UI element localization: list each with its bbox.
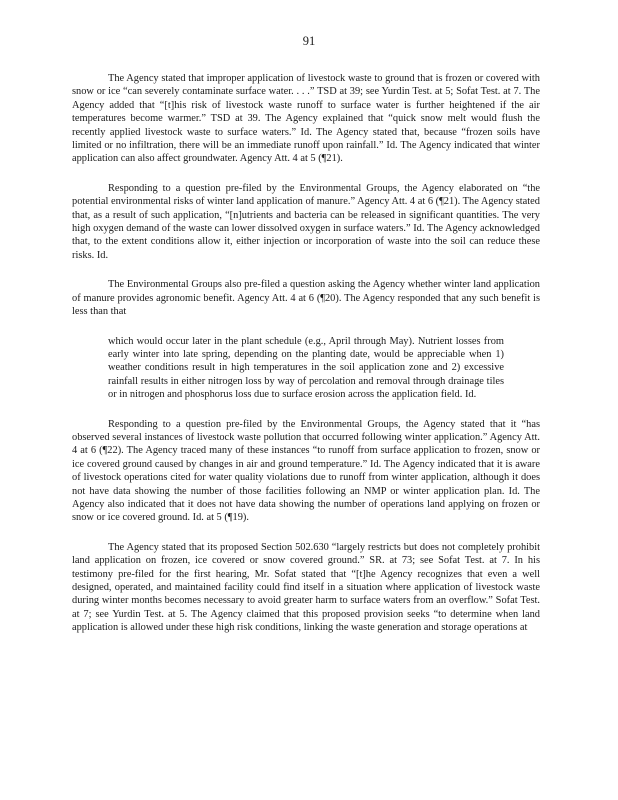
paragraph-section-502-630: The Agency stated that its proposed Section 502.630 “largely restricts but does not completely prohibit land application on frozen, ice covered or snow covered ground.” SR. at 73; see Sofat Test. at 7. In his testimony pre-filed for the first hearing, Mr. Sofat stated that “[t]he Agency recognizes that even a well designed, operated, and maintained facility could find itself in a situation where application of livestock waste during winter months becomes necessary to avoid greater harm to surface waters from an overflow.” Sofat Test. at 7; see Yurdin Test. at 5. The Agency claimed that this proposed provision seeks “to determine when land application is allowed under these high risk conditions, linking the waste generation and storage operations at — [72, 541, 540, 634]
page-number: 91 — [302, 34, 316, 48]
paragraph-pollution-instances: Responding to a question pre-filed by the Environmental Groups, the Agency stated that it “has observed several instances of livestock waste pollution that occurred following winter application.” Agency Att. 4 at 6 (¶22). The Agency traced many of these instances “to runoff from surface application to frozen, snow or ice covered ground caused by changes in air and ground temperature.” Id. The Agency indicated that it is aware of livestock operations cited for water quality violations due to runoff from winter application, although it does not have data showing the number of those facilities following an NMP or winter application plan. Id. The Agency also indicated that it does not have data showing the number of operations land applying on frozen or snow or ice covered ground. Id. at 5 (¶19). — [72, 418, 540, 524]
paragraph-environmental-risks: Responding to a question pre-filed by the Environmental Groups, the Agency elaborated on “the potential environmental risks of winter land application of manure.” Agency Att. 4 at 6 (¶21). The Agency stated that, as a result of such application, “[n]utrients and bacteria can be released in significant quantities. The very high oxygen demand of the waste can lower dissolved oxygen in surface waters.” Id. The Agency acknowledged that, to the extent conditions allow it, either injection or incorporation of waste into the soil can reduce these risks. Id. — [72, 182, 540, 261]
paragraph-frozen-ground-risk: The Agency stated that improper application of livestock waste to ground that is frozen or covered with snow or ice “can severely contaminate surface water. . . .” TSD at 39; see Yurdin Test. at 5; Sofat Test. at 7. The Agency added that “[t]his risk of livestock waste runoff to surface water is further heightened if the air temperatures become warmer.” TSD at 39. The Agency explained that “quick snow melt would flush the recently applied livestock waste to surface waters.” Id. The Agency stated that, because “frozen soils have limited or no infiltration, there will be an immediate runoff upon rainfall.” Id. The Agency indicated that winter application can also affect groundwater. Agency Att. 4 at 5 (¶21). — [72, 73, 540, 165]
block-quote-nutrient-losses: which would occur later in the plant schedule (e.g., April through May). Nutrient losses from early winter into late spring, depending on the planting date, would be appreciable when 1) weather conditions result in high temperatures in the soil application zone and 2) excessive rainfall results in either nitrogen loss by way of percolation and removal through drainage tiles or in nitrogen and phosphorus loss due to surface erosion across the application field. Id. — [108, 335, 504, 401]
document-body — [72, 72, 540, 651]
paragraph-agronomic-benefit: The Environmental Groups also pre-filed a question asking the Agency whether winter land application of manure provides agronomic benefit. Agency Att. 4 at 6 (¶20). The Agency responded that any such benefit is less than that — [72, 279, 540, 318]
